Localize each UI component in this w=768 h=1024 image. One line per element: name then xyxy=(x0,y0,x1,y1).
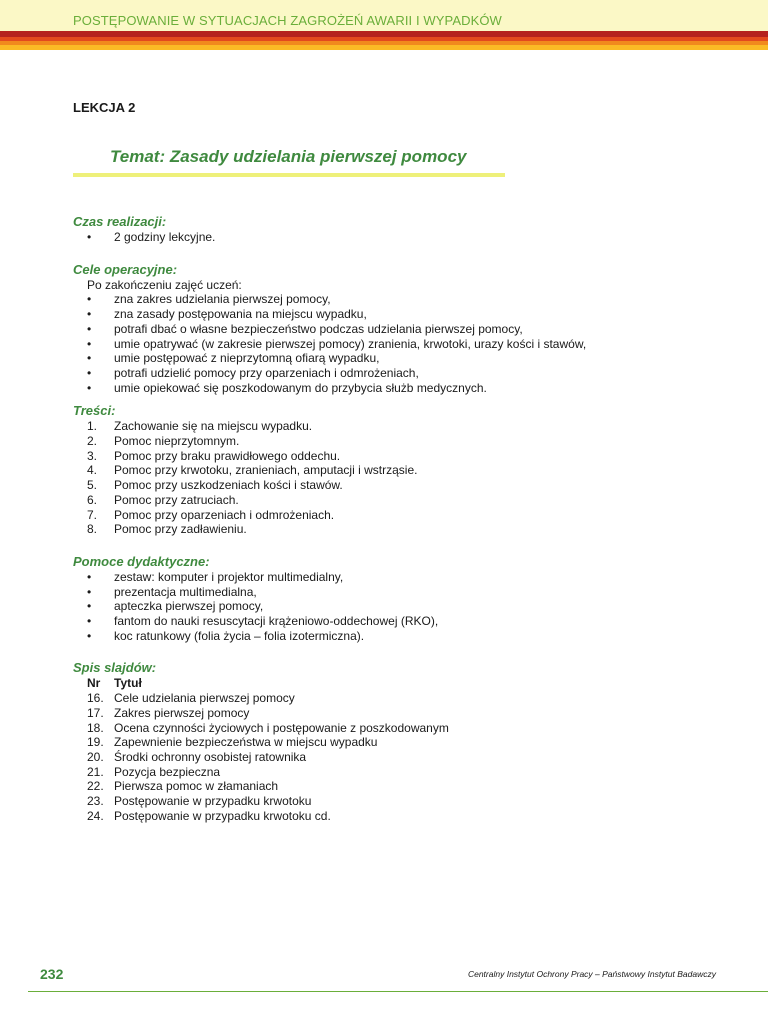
list-item-text: 2 godziny lekcyjne. xyxy=(114,230,216,244)
list-item xyxy=(73,478,713,493)
list-item xyxy=(73,750,713,765)
list-item xyxy=(73,721,713,736)
topic-title: Temat: Zasady udzielania pierwszej pomocy xyxy=(110,147,467,166)
list-item-number: 23. xyxy=(87,794,104,809)
list-item-text: Środki ochronny osobistej ratownika xyxy=(114,749,307,764)
list-item xyxy=(73,585,713,600)
bullet-marker: • xyxy=(87,351,92,366)
list-item-text: Pomoc przy zadławieniu. xyxy=(114,522,247,537)
section-title-czas: Czas realizacji: xyxy=(73,214,167,229)
list-item xyxy=(73,735,713,750)
list-item-text: potrafi udzielić pomocy przy oparzeniach i odmrożeniach, xyxy=(114,365,419,380)
list-item xyxy=(73,570,713,585)
list-item-text: Pierwsza pomoc w złamaniach xyxy=(114,779,279,794)
list-item-text: umie postępować z nieprzytomną ofiarą wypadku, xyxy=(114,351,380,366)
bullet-marker: • xyxy=(87,599,92,614)
list-item xyxy=(73,322,713,337)
footer-rule xyxy=(28,991,768,992)
list-item-number: 3. xyxy=(87,448,98,463)
list-item-text: Zapewnienie bezpieczeństwa w miejscu wypadku xyxy=(114,735,378,750)
lesson-label: LEKCJA 2 xyxy=(73,100,136,115)
list-item xyxy=(73,381,713,396)
list-item-text: Zakres pierwszej pomocy xyxy=(114,705,250,720)
page-number: 232 xyxy=(40,966,64,982)
list-item xyxy=(73,794,713,809)
list-tresci xyxy=(73,419,713,537)
list-item xyxy=(73,230,713,245)
list-item-text: prezentacja multimedialna, xyxy=(114,584,257,599)
list-item-text: Pozycja bezpieczna xyxy=(114,764,221,779)
list-item xyxy=(73,307,713,322)
footer-organization: Centralny Instytut Ochrony Pracy – Państwowy Instytut Badawczy xyxy=(467,969,716,979)
list-item-text: Zachowanie się na miejscu wypadku. xyxy=(114,419,313,434)
list-item-number: 24. xyxy=(87,808,104,823)
list-item xyxy=(73,292,713,307)
list-item-text: Pomoc przy oparzeniach i odmrożeniach. xyxy=(114,507,335,522)
slides-col-title: Tytuł xyxy=(114,676,142,691)
list-item xyxy=(73,366,713,381)
list-item-text: zestaw: komputer i projektor multimedialny, xyxy=(114,569,344,584)
list-item-text: fantom do nauki resuscytacji krążeniowo-oddechowej (RKO), xyxy=(114,614,439,629)
list-item xyxy=(73,463,713,478)
section-title-pomoce: Pomoce dydaktyczne: xyxy=(73,553,210,569)
topic-underline xyxy=(73,173,505,177)
bullet-marker: • xyxy=(87,584,92,599)
list-item-number: 16. xyxy=(87,691,104,706)
slides-header-row xyxy=(73,676,713,691)
bullet-marker: • xyxy=(87,292,92,307)
list-item-text: zna zasady postępowania na miejscu wypadku, xyxy=(114,307,367,322)
bullet-marker: • xyxy=(87,569,92,584)
list-item-number: 1. xyxy=(87,419,98,434)
list-item-text: Pomoc nieprzytomnym. xyxy=(114,434,240,449)
running-header: POSTĘPOWANIE W SYTUACJACH ZAGROŻEŃ AWARII I WYPADKÓW xyxy=(73,13,502,28)
list-item-text: koc ratunkowy (folia życia – folia izotermiczna). xyxy=(114,628,365,643)
list-item xyxy=(73,508,713,523)
list-item xyxy=(73,706,713,721)
list-item xyxy=(73,629,713,644)
list-item-number: 4. xyxy=(87,463,98,478)
list-item-text: Ocena czynności życiowych i postępowanie z poszkodowanym xyxy=(114,720,449,735)
list-item xyxy=(73,449,713,464)
slides-col-nr: Nr xyxy=(87,676,101,691)
list-item-text: Pomoc przy krwotoku, zranieniach, amputacji i wstrząsie. xyxy=(114,463,418,478)
list-item-number: 6. xyxy=(87,492,98,507)
section-title-slajdy: Spis slajdów: xyxy=(73,660,157,676)
section-title-cele: Cele operacyjne: xyxy=(73,261,178,277)
list-item-number: 18. xyxy=(87,720,104,735)
list-slajdy xyxy=(73,691,713,823)
list-item-text: umie opiekować się poszkodowanym do przybycia służb medycznych. xyxy=(114,380,487,395)
list-item-text: Pomoc przy uszkodzeniach kości i stawów. xyxy=(114,478,343,493)
list-item xyxy=(73,419,713,434)
list-item xyxy=(73,809,713,824)
lesson-content xyxy=(73,214,713,824)
list-item xyxy=(73,691,713,706)
list-item xyxy=(73,599,713,614)
bullet-marker: • xyxy=(87,321,92,336)
list-pomoce xyxy=(73,570,713,644)
list-item-text: umie opatrywać (w zakresie pierwszej pomocy) zranienia, krwotoki, urazy kości i stawów, xyxy=(114,336,587,351)
list-item-text: Pomoc przy zatruciach. xyxy=(114,492,239,507)
list-item xyxy=(73,614,713,629)
list-item-number: 5. xyxy=(87,478,98,493)
list-item xyxy=(73,351,713,366)
bullet-marker: • xyxy=(87,614,92,629)
list-item-number: 20. xyxy=(87,749,104,764)
list-item xyxy=(73,337,713,352)
bullet-marker: • xyxy=(87,380,92,395)
list-item-number: 22. xyxy=(87,779,104,794)
bullet-marker: • xyxy=(87,336,92,351)
list-item xyxy=(73,434,713,449)
bullet-marker: • xyxy=(87,230,92,244)
header-stripe-yellow xyxy=(0,45,768,50)
list-item xyxy=(73,493,713,508)
bullet-marker: • xyxy=(87,307,92,322)
section-intro-cele: Po zakończeniu zajęć uczeń: xyxy=(87,277,242,292)
list-item xyxy=(73,522,713,537)
list-item-text: Pomoc przy braku prawidłowego oddechu. xyxy=(114,448,341,463)
list-item-number: 19. xyxy=(87,735,104,750)
list-item-text: Cele udzielania pierwszej pomocy xyxy=(114,691,295,706)
list-item-number: 2. xyxy=(87,434,98,449)
list-item-number: 17. xyxy=(87,705,104,720)
list-item-text: Postępowanie w przypadku krwotoku xyxy=(114,794,312,809)
list-item xyxy=(73,765,713,780)
bullet-marker: • xyxy=(87,628,92,643)
list-item-text: zna zakres udzielania pierwszej pomocy, xyxy=(114,292,331,307)
list-cele xyxy=(73,292,713,395)
section-title-tresci: Treści: xyxy=(73,403,116,419)
list-czas xyxy=(73,230,713,245)
list-item-text: potrafi dbać o własne bezpieczeństwo podczas udzielania pierwszej pomocy, xyxy=(114,321,523,336)
list-item xyxy=(73,779,713,794)
list-item-number: 8. xyxy=(87,522,98,537)
list-item-number: 21. xyxy=(87,764,104,779)
list-item-number: 7. xyxy=(87,507,98,522)
list-item-text: Postępowanie w przypadku krwotoku cd. xyxy=(114,808,331,823)
bullet-marker: • xyxy=(87,365,92,380)
list-item-text: apteczka pierwszej pomocy, xyxy=(114,599,264,614)
